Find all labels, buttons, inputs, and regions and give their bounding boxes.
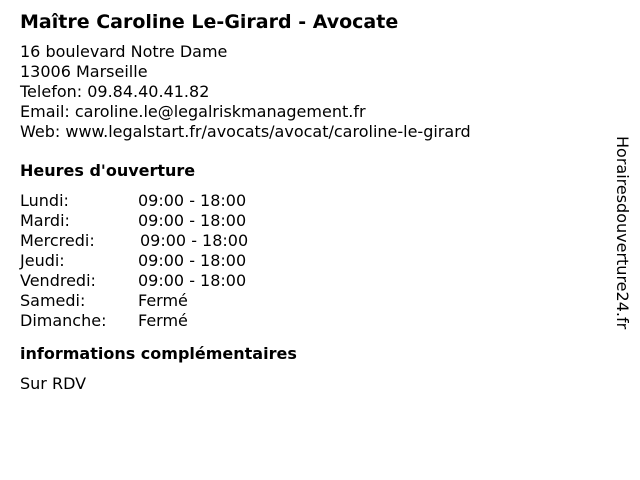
- time-value: 09:00 - 18:00: [138, 251, 247, 270]
- day-label: Dimanche:: [20, 311, 107, 330]
- time-value: 09:00 - 18:00: [140, 231, 249, 250]
- time-value: Fermé: [138, 291, 188, 310]
- time-value: 09:00 - 18:00: [138, 211, 247, 230]
- site-watermark: Horairesdouverture24.fr: [613, 136, 632, 330]
- day-label: Jeudi:: [20, 251, 65, 270]
- hours-row-friday: [20, 271, 590, 291]
- day-label: Vendredi:: [20, 271, 96, 290]
- time-value: Fermé: [138, 311, 188, 330]
- opening-hours-list: [20, 191, 590, 331]
- hours-row-thursday: [20, 251, 590, 271]
- website-url: Web: www.legalstart.fr/avocats/avocat/caroline-le-girard: [20, 122, 471, 141]
- phone-number: Telefon: 09.84.40.41.82: [20, 82, 210, 101]
- time-value: 09:00 - 18:00: [138, 191, 247, 210]
- email-address: Email: caroline.le@legalriskmanagement.fr: [20, 102, 366, 121]
- day-label: Mercredi:: [20, 231, 95, 250]
- address-street: 16 boulevard Notre Dame: [20, 42, 228, 61]
- time-value: 09:00 - 18:00: [138, 271, 247, 290]
- day-label: Lundi:: [20, 191, 69, 210]
- business-card: [20, 10, 590, 394]
- hours-row-monday: [20, 191, 590, 211]
- hours-row-tuesday: [20, 211, 590, 231]
- additional-info-text: Sur RDV: [20, 374, 87, 393]
- hours-row-sunday: [20, 311, 590, 331]
- business-title: Maître Caroline Le-Girard - Avocate: [20, 11, 399, 33]
- additional-info-heading: informations complémentaires: [20, 344, 297, 363]
- hours-row-saturday: [20, 291, 590, 311]
- hours-row-wednesday: [20, 231, 590, 251]
- address-city: 13006 Marseille: [20, 62, 148, 81]
- day-label: Mardi:: [20, 211, 70, 230]
- opening-hours-heading: Heures d'ouverture: [20, 161, 196, 180]
- day-label: Samedi:: [20, 291, 86, 310]
